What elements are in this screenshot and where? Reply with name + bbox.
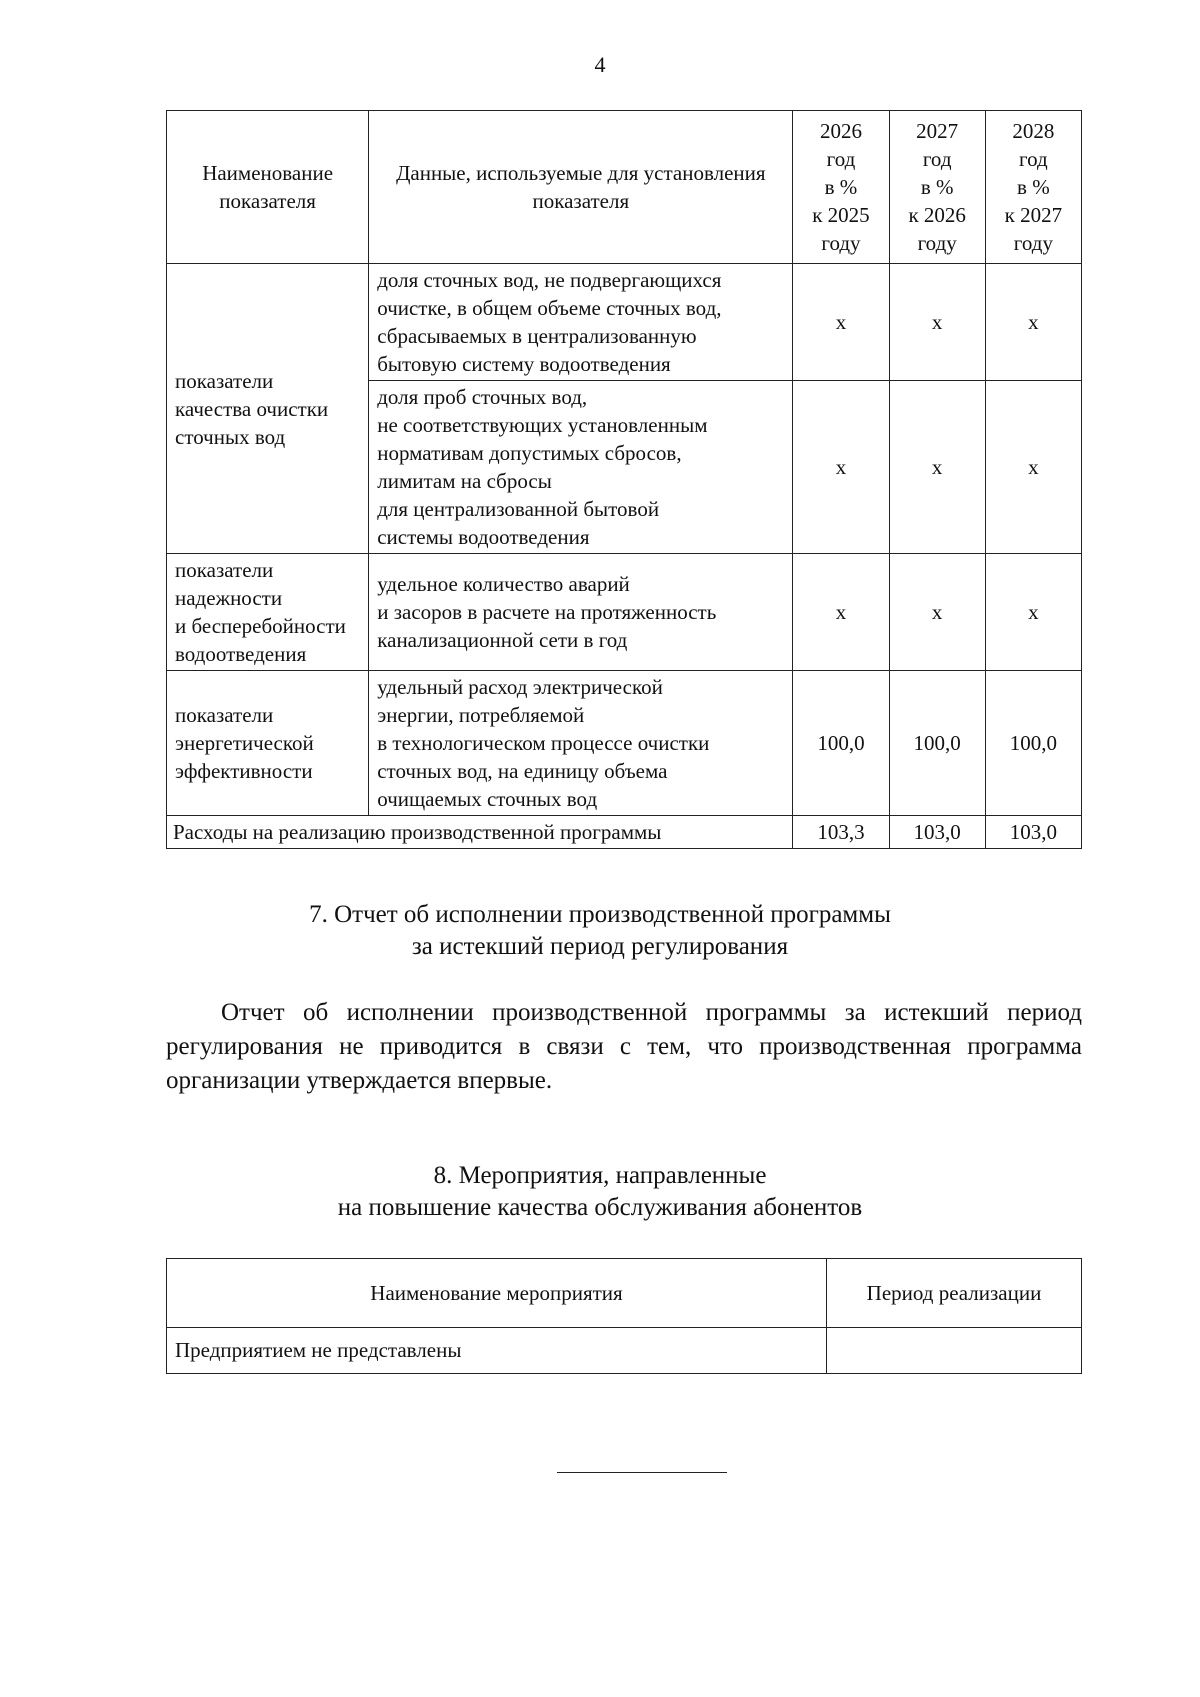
- value-cell: x: [793, 554, 889, 671]
- header-year-2028: 2028 год в % к 2027 году: [985, 111, 1081, 264]
- indicator-group-name: показатели энергетической эффективности: [167, 671, 369, 816]
- indicator-description: удельное количество аварий и засоров в расчете на протяженность канализационной сети в год: [369, 554, 793, 671]
- table-row: [167, 1328, 1082, 1374]
- indicator-group-name: показатели качества очистки сточных вод: [167, 264, 369, 554]
- table-row: [167, 554, 1082, 671]
- value-cell: x: [985, 381, 1081, 554]
- header-measure-period: Период реализации: [827, 1259, 1082, 1328]
- header-indicator-name: Наименование показателя: [167, 111, 369, 264]
- header-measure-name: Наименование мероприятия: [167, 1259, 827, 1328]
- value-cell: x: [889, 554, 985, 671]
- indicators-header-row: [167, 111, 1082, 264]
- section8-title: 8. Мероприятия, направленные на повышение качества обслуживания абонентов: [337, 1162, 863, 1221]
- indicator-description: доля сточных вод, не подвергающихся очистке, в общем объеме сточных вод, сбрасываемых в централизованную бытовую систему водоотведения: [369, 264, 793, 381]
- header-year-2027: 2027 год в % к 2026 году: [889, 111, 985, 264]
- total-row: [167, 816, 1082, 849]
- value-cell: 100,0: [793, 671, 889, 816]
- indicator-description: доля проб сточных вод, не соответствующих установленным нормативам допустимых сбросов, лимитам на сбросы для централизованной бытовой системы водоотведения: [369, 381, 793, 554]
- value-cell: x: [889, 381, 985, 554]
- measures-table: [166, 1258, 1082, 1374]
- measures-header-row: [167, 1259, 1082, 1328]
- end-rule: [557, 1472, 727, 1473]
- value-cell: x: [985, 264, 1081, 381]
- measure-name-cell: Предприятием не представлены: [167, 1328, 827, 1374]
- total-value-cell: 103,3: [793, 816, 889, 849]
- header-indicator-data: Данные, используемые для установления показателя: [369, 111, 793, 264]
- value-cell: x: [889, 264, 985, 381]
- total-value-cell: 103,0: [985, 816, 1081, 849]
- total-row-label: Расходы на реализацию производственной программы: [167, 816, 793, 849]
- value-cell: x: [793, 264, 889, 381]
- measure-period-cell: [827, 1328, 1082, 1374]
- indicator-description: удельный расход электрической энергии, потребляемой в технологическом процессе очистки сточных вод, на единицу объема очищаемых сточных вод: [369, 671, 793, 816]
- table-row: [167, 671, 1082, 816]
- section7-paragraph: Отчет об исполнении производственной программы за истекший период регулирования не приводится в связи с тем, что производственная программа организации утверждается впервые.: [166, 999, 1082, 1094]
- value-cell: 100,0: [985, 671, 1081, 816]
- value-cell: x: [793, 381, 889, 554]
- table-row: [167, 264, 1082, 381]
- section7-title: 7. Отчет об исполнении производственной программы за истекший период регулирования: [309, 901, 891, 960]
- value-cell: 100,0: [889, 671, 985, 816]
- indicator-group-name: показатели надежности и бесперебойности водоотведения: [167, 554, 369, 671]
- indicators-table: [166, 110, 1082, 849]
- value-cell: x: [985, 554, 1081, 671]
- total-value-cell: 103,0: [889, 816, 985, 849]
- page-number: 4: [594, 52, 606, 77]
- header-year-2026: 2026 год в % к 2025 году: [793, 111, 889, 264]
